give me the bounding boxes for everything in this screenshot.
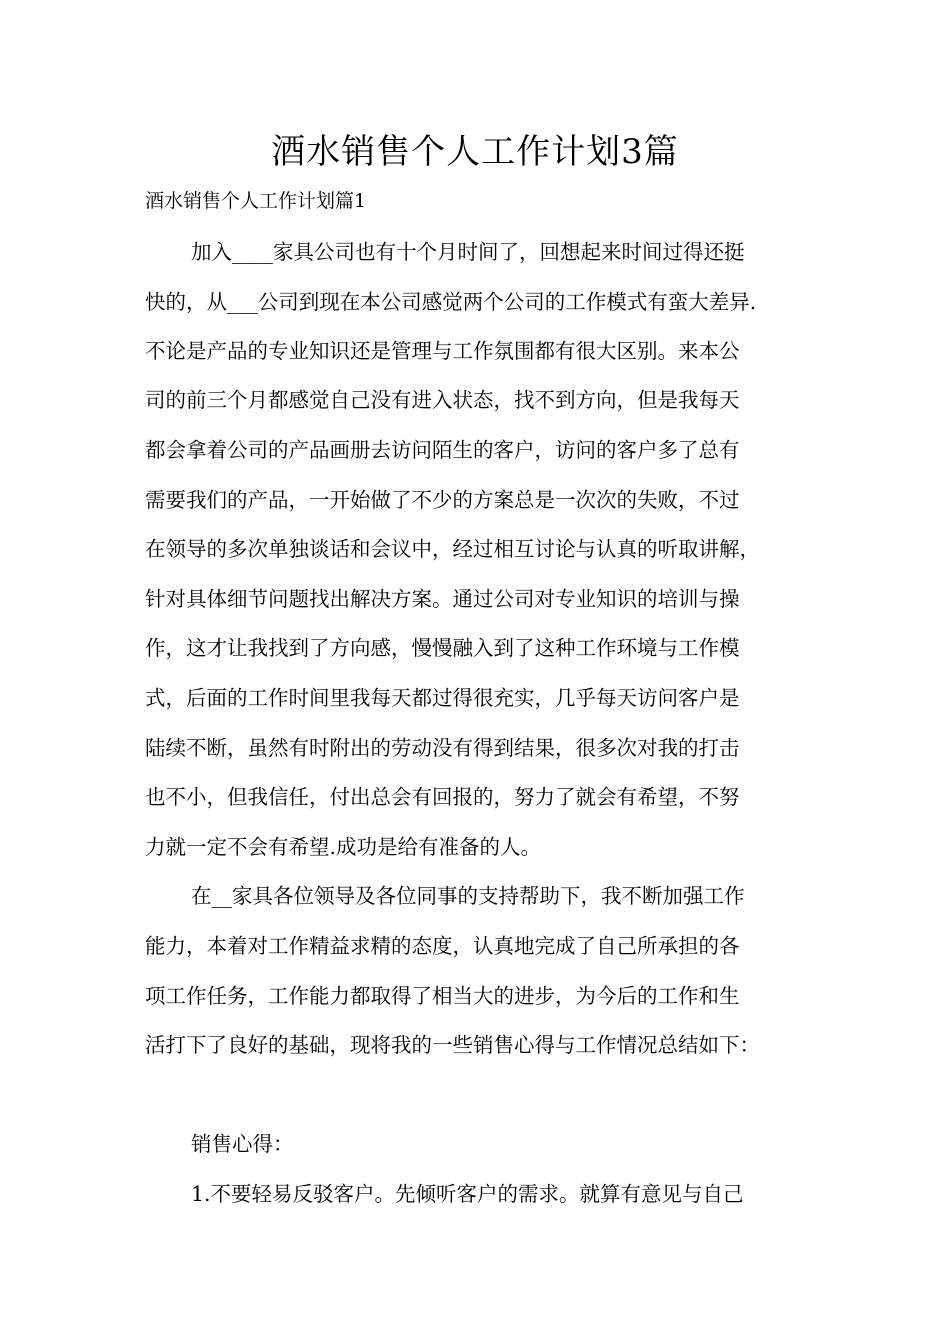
paragraph-line: 项工作任务，工作能力都取得了相当大的进步，为今后的工作和生 <box>145 984 740 1008</box>
list-heading: 销售心得： <box>191 1132 294 1156</box>
paragraph-line: 式，后面的工作时间里我每天都过得很充实，几乎每天访问客户是 <box>145 686 740 710</box>
paragraph-line: 都会拿着公司的产品画册去访问陌生的客户，访问的客户多了总有 <box>145 438 740 462</box>
paragraph-line: 加入____家具公司也有十个月时间了，回想起来时间过得还挺 <box>191 240 745 264</box>
list-item: 1.不要轻易反驳客户。先倾听客户的需求。就算有意见与自己 <box>191 1182 744 1206</box>
paragraph-line: 针对具体细节问题找出解决方案。通过公司对专业知识的培训与操 <box>145 587 740 611</box>
paragraph-line: 力就一定不会有希望.成功是给有准备的人。 <box>145 835 542 859</box>
section-heading: 酒水销售个人工作计划篇1 <box>145 190 367 212</box>
paragraph-line: 活打下了良好的基础，现将我的一些销售心得与工作情况总结如下： <box>145 1033 760 1057</box>
paragraph-line: 快的，从___公司到现在本公司感觉两个公司的工作模式有蛮大差异. <box>145 290 757 314</box>
paragraph-line: 在领导的多次单独谈话和会议中，经过相互讨论与认真的听取讲解， <box>145 537 760 561</box>
paragraph-line: 作，这才让我找到了方向感，慢慢融入到了这种工作环境与工作模 <box>145 636 740 660</box>
document-title: 酒水销售个人工作计划3篇 <box>271 132 679 172</box>
paragraph-line: 在__家具各位领导及各位同事的支持帮助下，我不断加强工作 <box>191 884 745 908</box>
paragraph-line: 能力，本着对工作精益求精的态度，认真地完成了自己所承担的各 <box>145 934 740 958</box>
paragraph-line: 也不小，但我信任，付出总会有回报的，努力了就会有希望，不努 <box>145 785 740 809</box>
paragraph-line: 不论是产品的专业知识还是管理与工作氛围都有很大区别。来本公 <box>145 339 740 363</box>
paragraph-line: 需要我们的产品，一开始做了不少的方案总是一次次的失败，不过 <box>145 488 740 512</box>
paragraph-line: 司的前三个月都感觉自己没有进入状态，找不到方向，但是我每天 <box>145 388 740 412</box>
paragraph-line: 陆续不断，虽然有时附出的劳动没有得到结果，很多次对我的打击 <box>145 736 740 760</box>
